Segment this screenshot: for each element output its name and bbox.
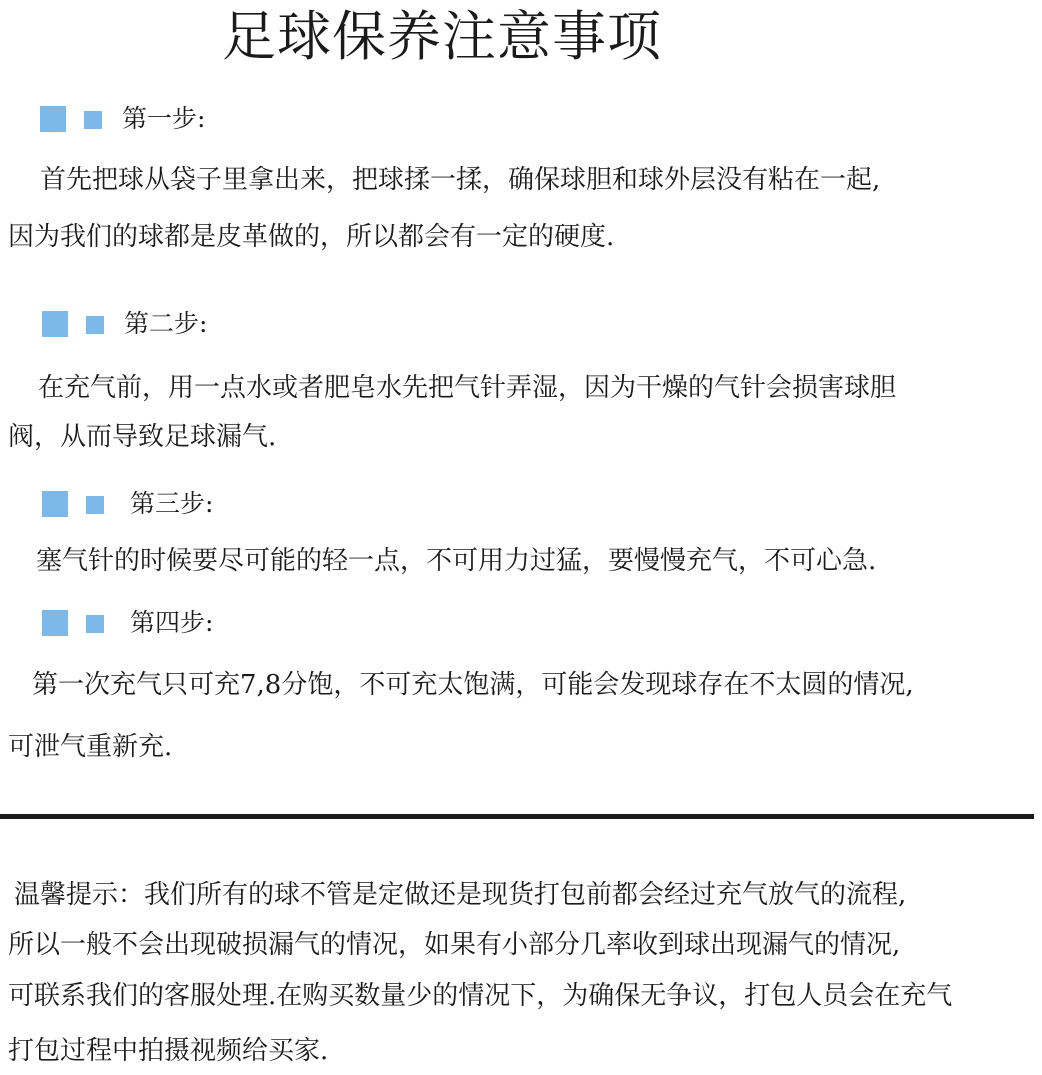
bullet-square-large-icon: [42, 610, 68, 636]
step-2-text-line-1: 在充气前，用一点水或者肥皂水先把气针弄湿，因为干燥的气针会损害球胆: [38, 373, 897, 403]
bullet-square-large-icon: [42, 311, 68, 337]
step-2-label: 第二步:: [124, 309, 208, 338]
page-title: 足球保养注意事项: [222, 5, 662, 68]
step-4-label: 第四步:: [130, 608, 214, 637]
bullet-square-large-icon: [42, 491, 68, 517]
bullet-square-small-icon: [86, 615, 104, 633]
step-3-text-line-1: 塞气针的时候要尽可能的轻一点，不可用力过猛，要慢慢充气，不可心急.: [36, 546, 877, 576]
step-3-label: 第三步:: [130, 489, 214, 518]
bullet-square-small-icon: [86, 316, 104, 334]
step-1-label: 第一步:: [122, 104, 206, 133]
step-4-text-line-1: 第一次充气只可充7,8分饱，不可充太饱满，可能会发现球存在不太圆的情况,: [32, 670, 914, 700]
bullet-square-small-icon: [84, 111, 102, 129]
tip-text-line-4: 打包过程中拍摄视频给买家.: [8, 1036, 329, 1066]
tip-text-line-2: 所以一般不会出现破损漏气的情况，如果有小部分几率收到球出现漏气的情况,: [8, 930, 901, 960]
bullet-square-small-icon: [86, 496, 104, 514]
step-2-text-line-2: 阀，从而导致足球漏气.: [8, 422, 277, 452]
tip-text-line-1: 温馨提示：我们所有的球不管是定做还是现货打包前都会经过充气放气的流程,: [14, 880, 907, 910]
step-1-text-line-1: 首先把球从袋子里拿出来，把球揉一揉，确保球胆和球外层没有粘在一起,: [40, 165, 881, 195]
bullet-square-large-icon: [40, 106, 66, 132]
step-1-text-line-2: 因为我们的球都是皮革做的，所以都会有一定的硬度.: [8, 222, 615, 252]
tip-text-line-3: 可联系我们的客服处理.在购买数量少的情况下，为确保无争议，打包人员会在充气: [8, 981, 953, 1011]
step-4-text-line-2: 可泄气重新充.: [8, 732, 173, 762]
section-divider: [0, 814, 1034, 819]
